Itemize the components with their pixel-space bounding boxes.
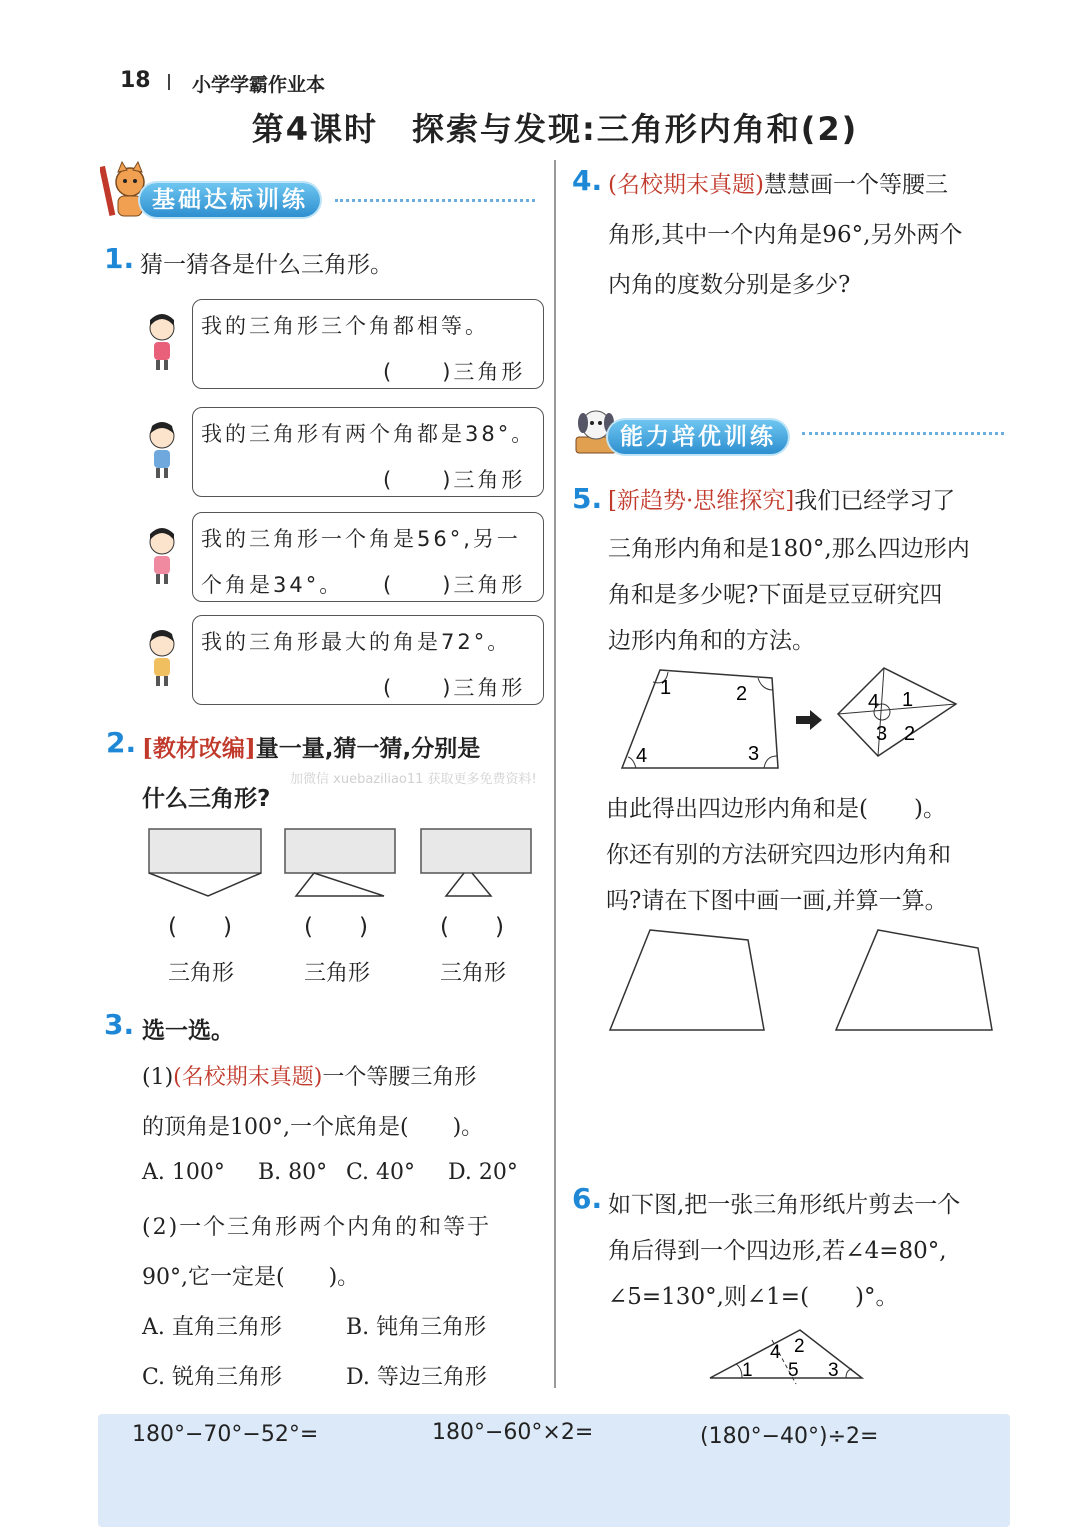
q3-p2-option-b[interactable]: B. 钝角三角形 — [346, 1315, 487, 1340]
q5-quadrilateral-figure — [616, 660, 1006, 774]
q1-prompt: 猜一猜各是什么三角形。 — [140, 252, 393, 278]
ruler-triangle-2 — [285, 829, 395, 896]
q3-p2-option-a[interactable]: A. 直角三角形 — [142, 1315, 282, 1340]
q2-label-2: 三角形 — [304, 961, 371, 986]
q2-number: 2. — [106, 726, 137, 759]
lesson-title: 第4课时 探索与发现:三角形内角和(2) — [251, 110, 859, 148]
section-banner-advanced: 能力培优训练 — [608, 420, 788, 454]
q5-line3: 角和是多少呢?下面是豆豆研究四 — [608, 582, 943, 608]
q6-angle-1: 1 — [742, 1360, 753, 1381]
q6-triangle-figure — [706, 1326, 866, 1386]
angle-label-1b: 1 — [902, 689, 914, 711]
boy-avatar-icon — [144, 628, 180, 688]
q5-line2: 三角形内角和是180°,那么四边形内 — [608, 536, 970, 562]
q3-p2-line2: 90°,它一定是( )。 — [142, 1265, 360, 1290]
q3-p1-tag: (名校期末真题) — [173, 1065, 323, 1090]
q5-line1 — [608, 482, 955, 515]
calc-2[interactable]: 180°−60°×2= — [432, 1420, 594, 1445]
bubble-1-text: 我的三角形三个角都相等。 — [201, 314, 489, 338]
quadrilateral-original — [622, 670, 778, 768]
banner-dots — [335, 199, 535, 202]
q6-number: 6. — [572, 1182, 603, 1215]
angle-label-1: 1 — [660, 677, 672, 699]
q3-p2-option-d[interactable]: D. 等边三角形 — [346, 1365, 487, 1390]
q2-line2: 什么三角形? — [142, 786, 271, 812]
q5-tag: [新趋势·思维探究] — [608, 488, 795, 514]
boy-avatar-icon — [144, 420, 180, 480]
section-banner-basic: 基础达标训练 — [140, 183, 320, 217]
q6-line1: 如下图,把一张三角形纸片剪去一个 — [608, 1192, 961, 1218]
q2-blank-2[interactable]: ( ) — [304, 914, 368, 940]
q3-p1-option-a[interactable]: A. 100° — [142, 1160, 225, 1185]
q4-line3: 内角的度数分别是多少? — [608, 272, 851, 298]
bubble-3-text-line2: 个角是34°。 — [201, 573, 344, 597]
q5-text: 我们已经学习了 — [794, 488, 956, 514]
bubble-3-answer[interactable]: ( )三角形 — [383, 573, 526, 597]
q5-line4: 边形内角和的方法。 — [608, 628, 815, 654]
q3-number: 3. — [104, 1008, 135, 1041]
bubble-3-text-line1: 我的三角形一个角是56°,另一 — [201, 527, 521, 551]
q5-number: 5. — [572, 482, 603, 515]
q6-angle-2: 2 — [794, 1336, 805, 1357]
q4-tag: (名校期末真题) — [608, 172, 764, 198]
q5-conclusion[interactable]: 由此得出四边形内角和是( )。 — [606, 796, 946, 822]
book-title: 小学学霸作业本 — [192, 74, 326, 96]
bubble-4-answer[interactable]: ( )三角形 — [383, 676, 526, 700]
q2-blank-1[interactable]: ( ) — [168, 914, 232, 940]
q4-text: 慧慧画一个等腰三 — [763, 172, 948, 198]
girl-avatar-icon — [144, 526, 180, 586]
watermark: 加微信 xuebaziliao11 获取更多免费资料! — [290, 772, 537, 787]
bubble-2-text: 我的三角形有两个角都是38°。 — [201, 422, 536, 446]
q6-angle-3: 3 — [828, 1360, 839, 1381]
speech-bubble-4 — [192, 615, 544, 705]
q5-line5: 你还有别的方法研究四边形内角和 — [606, 842, 951, 868]
q4-line2: 角形,其中一个内角是96°,另外两个 — [608, 222, 963, 248]
q6-line3[interactable]: ∠5=130°,则∠1=( )°。 — [608, 1284, 899, 1310]
calc-3[interactable]: (180°−40°)÷2= — [700, 1424, 879, 1449]
header-divider — [168, 74, 170, 90]
angle-label-4b: 4 — [868, 691, 880, 713]
q3-p1-line2: 的顶角是100°,一个底角是( )。 — [142, 1115, 484, 1140]
q2-blank-3[interactable]: ( ) — [440, 914, 504, 940]
bubble-1-answer[interactable]: ( )三角形 — [383, 360, 526, 384]
q3-prompt: 选一选。 — [142, 1018, 234, 1044]
q2-line1 — [142, 730, 480, 763]
q3-p1-line1 — [142, 1060, 476, 1091]
q2-label-1: 三角形 — [168, 961, 235, 986]
q4-number: 4. — [572, 164, 603, 197]
ruler-triangle-1 — [149, 829, 261, 896]
q3-p1-option-d[interactable]: D. 20° — [448, 1160, 518, 1185]
angle-label-3: 3 — [748, 743, 760, 765]
speech-bubble-1 — [192, 299, 544, 389]
angle-label-2: 2 — [736, 683, 748, 705]
speech-bubble-3 — [192, 512, 544, 602]
q5-line6: 吗?请在下图中画一画,并算一算。 — [606, 888, 948, 914]
calc-1[interactable]: 180°−70°−52°= — [132, 1422, 319, 1447]
page-number: 18 — [120, 68, 151, 93]
q3-p2-line1: (2)一个三角形两个内角的和等于 — [142, 1215, 492, 1240]
q3-p2-option-c[interactable]: C. 锐角三角形 — [142, 1365, 283, 1390]
q3-p1-text: 一个等腰三角形 — [322, 1065, 477, 1090]
blank-quadrilateral-2[interactable] — [836, 930, 992, 1030]
q6-angle-4: 4 — [770, 1342, 781, 1363]
angle-label-4: 4 — [636, 745, 648, 767]
q2-label-3: 三角形 — [440, 961, 507, 986]
q5-drawing-area[interactable] — [606, 924, 1002, 1036]
banner-dots — [802, 432, 1004, 435]
girl-avatar-icon — [144, 312, 180, 372]
q3-p1-option-b[interactable]: B. 80° — [258, 1160, 328, 1185]
blank-quadrilateral-1[interactable] — [610, 930, 764, 1030]
speech-bubble-2 — [192, 407, 544, 497]
q2-ruler-triangles — [146, 826, 538, 902]
q6-line2: 角后得到一个四边形,若∠4=80°, — [608, 1238, 947, 1264]
q1-number: 1. — [104, 242, 135, 275]
bubble-4-text: 我的三角形最大的角是72°。 — [201, 630, 512, 654]
angle-label-3b: 3 — [876, 723, 888, 745]
angle-label-2b: 2 — [904, 723, 916, 745]
q4-line1 — [608, 166, 948, 199]
q2-tag: [教材改编] — [142, 735, 256, 762]
q3-p1-prefix: (1) — [142, 1065, 174, 1090]
ruler-triangle-3 — [421, 829, 531, 896]
q3-p1-option-c[interactable]: C. 40° — [346, 1160, 416, 1185]
column-divider — [554, 160, 556, 1388]
arrow-right-icon — [796, 710, 822, 730]
quadrilateral-rearranged — [838, 668, 956, 756]
bubble-2-answer[interactable]: ( )三角形 — [383, 468, 526, 492]
q2-text1: 量一量,猜一猜,分别是 — [255, 736, 481, 762]
q6-angle-5: 5 — [788, 1360, 799, 1381]
